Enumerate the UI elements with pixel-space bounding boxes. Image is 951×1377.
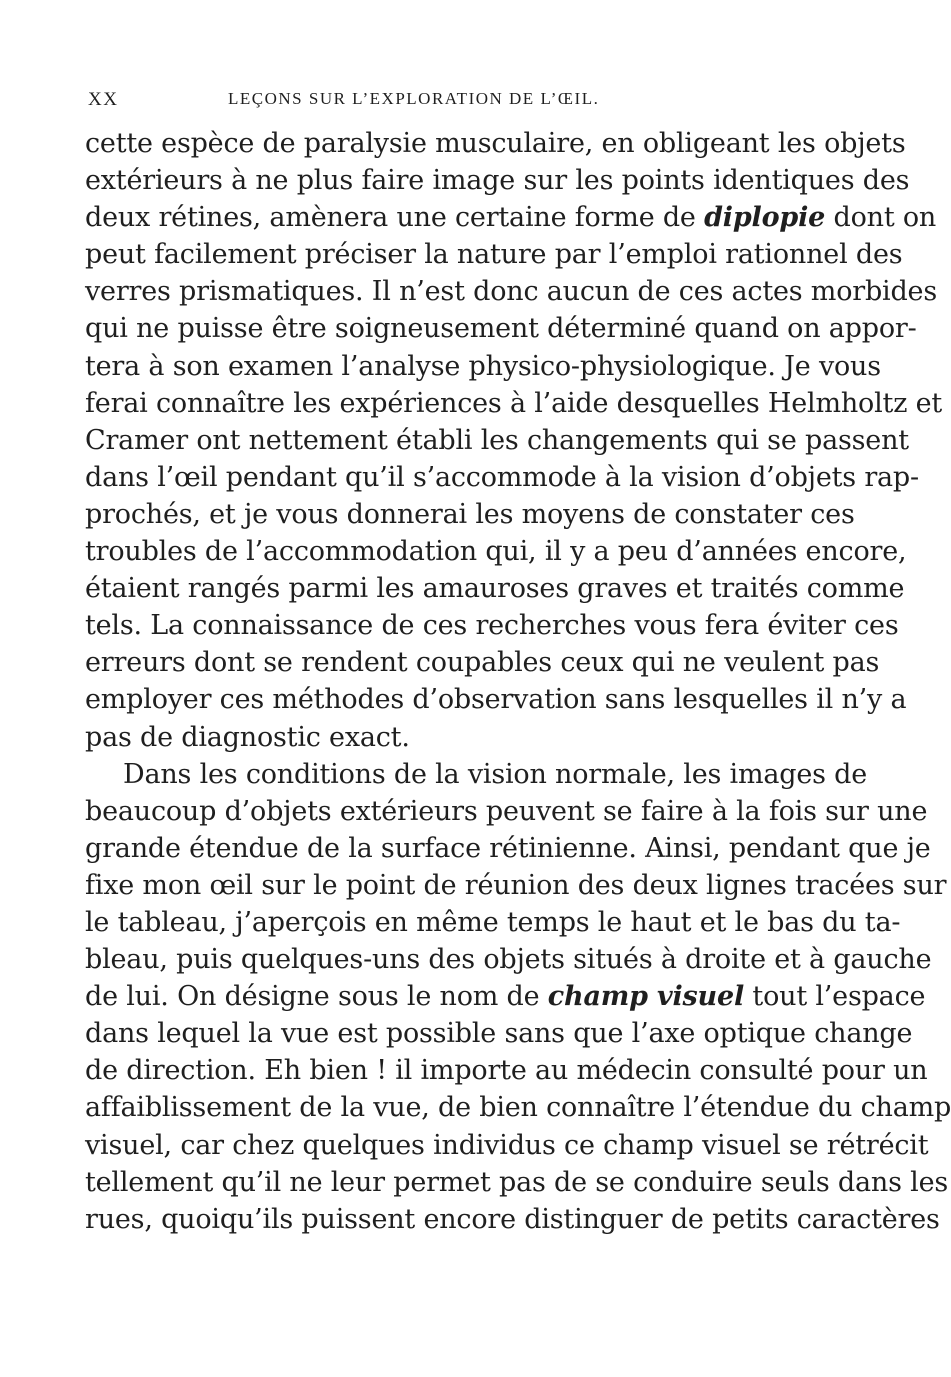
- text-line: rues, quoiqu’ils puissent encore distinguer de petits caractères: [85, 1203, 940, 1235]
- text-line: tera à son examen l’analyse physico-physiologique. Je vous: [85, 350, 881, 382]
- text-line: ferai connaître les expériences à l’aide desquelles Helmholtz et: [85, 387, 943, 419]
- text-line: prochés, et je vous donnerai les moyens de constater ces: [85, 498, 855, 530]
- running-title: LEÇONS SUR L’EXPLORATION DE L’ŒIL.: [228, 89, 600, 108]
- text-line: affaiblissement de la vue, de bien connaître l’étendue du champ: [85, 1092, 951, 1124]
- text-segment: dont on: [833, 202, 937, 234]
- text-line: employer ces méthodes d’observation sans lesquelles il n’y a: [85, 684, 907, 716]
- italic-term-diplopie: diplopie: [704, 202, 826, 234]
- italic-term-champ-visuel: champ visuel: [547, 981, 745, 1013]
- text-line: pas de diagnostic exact.: [85, 721, 410, 753]
- text-line: verres prismatiques. Il n’est donc aucun de ces actes morbides: [85, 276, 937, 308]
- text-line: peut facilement préciser la nature par l’emploi rationnel des: [85, 239, 903, 271]
- text-line: dans lequel la vue est possible sans que l’axe optique change: [85, 1018, 913, 1050]
- text-line: [85, 199, 937, 236]
- text-line: étaient rangés parmi les amauroses graves et traités comme: [85, 573, 905, 605]
- text-line: de direction. Eh bien ! il importe au médecin consulté pour un: [85, 1055, 928, 1087]
- text-segment: de lui. On désigne sous le nom de: [85, 981, 540, 1013]
- body-text: [85, 125, 951, 1238]
- text-line: erreurs dont se rendent coupables ceux qui ne veulent pas: [85, 647, 880, 679]
- text-segment: deux rétines, amènera une certaine forme de: [85, 202, 696, 234]
- running-head: [88, 89, 708, 115]
- text-line: le tableau, j’aperçois en même temps le haut et le bas du ta-: [85, 906, 901, 938]
- page-number: XX: [88, 89, 119, 110]
- text-line: grande étendue de la surface rétinienne. Ainsi, pendant que je: [85, 832, 931, 864]
- text-line: fixe mon œil sur le point de réunion des deux lignes tracées sur: [85, 869, 947, 901]
- text-line: Cramer ont nettement établi les changements qui se passent: [85, 424, 909, 456]
- text-line: tellement qu’il ne leur permet pas de se conduire seuls dans les: [85, 1166, 949, 1198]
- text-line: Dans les conditions de la vision normale, les images de: [123, 758, 868, 790]
- text-line: [85, 978, 926, 1015]
- text-line: bleau, puis quelques-uns des objets situés à droite et à gauche: [85, 944, 932, 976]
- text-line: troubles de l’accommodation qui, il y a peu d’années encore,: [85, 536, 907, 568]
- text-line: cette espèce de paralysie musculaire, en obligeant les objets: [85, 128, 906, 159]
- text-line: tels. La connaissance de ces recherches vous fera éviter ces: [85, 610, 899, 642]
- text-line: qui ne puisse être soigneusement déterminé quand on appor-: [85, 313, 917, 345]
- text-line: visuel, car chez quelques individus ce champ visuel se rétrécit: [85, 1129, 929, 1161]
- text-segment: tout l’espace: [752, 981, 926, 1013]
- text-line: dans l’œil pendant qu’il s’accommode à la vision d’objets rap-: [85, 461, 919, 493]
- text-line: extérieurs à ne plus faire image sur les points identiques des: [85, 165, 910, 197]
- text-line: beaucoup d’objets extérieurs peuvent se faire à la fois sur une: [85, 795, 928, 827]
